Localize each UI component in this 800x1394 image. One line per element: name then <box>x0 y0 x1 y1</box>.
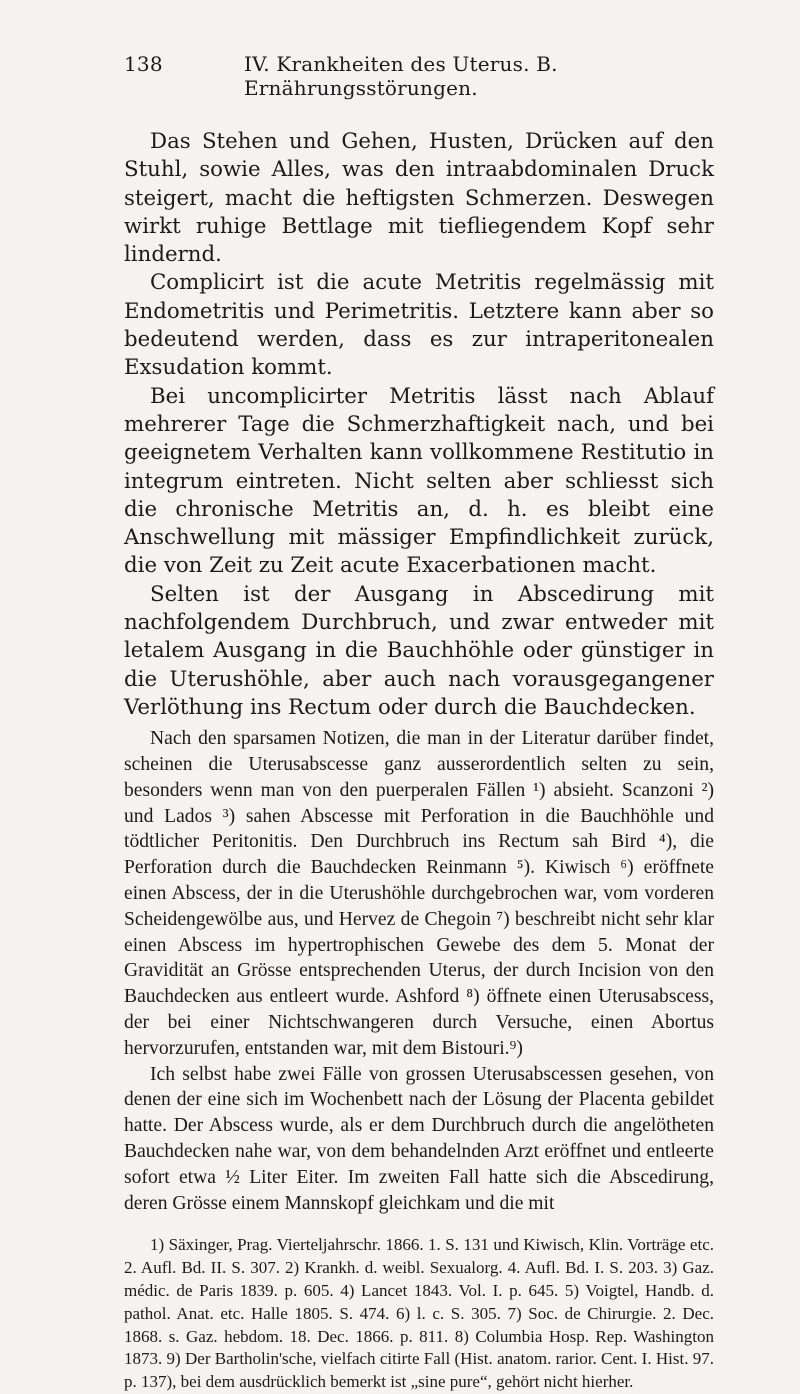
page-number: 138 <box>124 52 163 76</box>
paragraph: Bei uncomplicirter Metritis lässt nach Ablauf mehrerer Tage die Schmerzhaftigkeit nach, und bei geeignetem Verhalten kann vollkommene Restitutio in integrum eintreten. Nicht selten aber schliesst sich die chronische Metritis an, d. h. es bleibt eine Anschwellung mit mässiger Empfindlichkeit zurück, die von Zeit zu Zeit acute Exacerbationen macht. <box>124 383 714 579</box>
small-paragraph: Nach den sparsamen Notizen, die man in der Literatur darüber findet, scheinen die Uterusabscesse ganz ausserordentlich selten zu sein, besonders wenn man von den puerperalen Fällen ¹) absieht. Scanzoni ²) und Lados ³) sahen Abscesse mit Perforation in die Bauchhöhle und tödtlicher Peritonitis. Den Durchbruch ins Rectum sah Bird ⁴), die Perforation durch die Bauchdecken Reinmann ⁵). Kiwisch ⁶) eröffnete einen Abscess, der in die Uterushöhle durchgebrochen war, vom vorderen Scheidengewölbe aus, und Hervez de Chegoin ⁷) beschreibt nicht sehr klar einen Abscess im hypertrophischen Gewebe des dem 5. Monat der Gravidität an Grösse entsprechenden Uterus, der durch Incision von den Bauchdecken aus entleert wurde. Ashford ⁸) öffnete einen Uterusabscess, der bei einer Nichtschwangeren durch Versuche, einen Abortus hervorzurufen, entstanden war, mit dem Bistouri.⁹) <box>124 728 714 1059</box>
running-header <box>124 52 714 100</box>
small-print-text <box>124 726 714 1216</box>
paragraph: Das Stehen und Gehen, Husten, Drücken auf den Stuhl, sowie Alles, was den intraabdominalen Druck steigert, macht die heftigsten Schmerzen. Deswegen wirkt ruhige Bettlage mit tiefliegendem Kopf sehr lindernd. <box>124 129 714 268</box>
footnotes <box>124 1234 714 1394</box>
paragraph: Complicirt ist die acute Metritis regelmässig mit Endometritis und Perimetritis. Letztere kann aber so bedeutend werden, dass es zur intraperitonealen Exsudation kommt. <box>124 270 714 381</box>
small-paragraph: Ich selbst habe zwei Fälle von grossen Uterusabscessen gesehen, von denen der eine sich im Wochenbett nach der Lösung der Placenta gebildet hatte. Der Abscess wurde, als er dem Durchbruch durch die angelötheten Bauchdecken nahe war, von dem behandelnden Arzt eröffnet und entleerte sofort etwa ½ Liter Eiter. Im zweiten Fall hatte sich die Abscedirung, deren Grösse einem Mannskopf gleichkam und die mit <box>124 1063 714 1214</box>
footnote-block: 1) Säxinger, Prag. Vierteljahrschr. 1866. 1. S. 131 und Kiwisch, Klin. Vorträge etc. 2. Aufl. Bd. II. S. 307. 2) Krankh. d. weibl. Sexualorg. 4. Aufl. Bd. I. S. 203. 3) Gaz. médic. de Paris 1839. p. 605. 4) Lancet 1843. Vol. I. p. 645. 5) Voigtel, Handb. d. pathol. Anat. etc. Halle 1805. S. 474. 6) l. c. S. 305. 7) Soc. de Chirurgie. 2. Dec. 1868. s. Gaz. hebdom. 18. Dec. 1866. p. 811. 8) Columbia Hosp. Rep. Washington 1873. 9) Der Bartholin'sche, vielfach citirte Fall (Hist. anatom. rarior. Cent. I. Hist. 97. p. 137), bei dem ausdrücklich bemerkt ist „sine pure“, gehört nicht hierher. <box>124 1235 714 1392</box>
main-text <box>124 128 714 722</box>
running-title: IV. Krankheiten des Uterus. B. Ernährungsstörungen. <box>244 52 558 100</box>
paragraph: Selten ist der Ausgang in Abscedirung mit nachfolgendem Durchbruch, und zwar entweder mit letalem Ausgang in die Bauchhöhle oder günstiger in die Uterushöhle, aber auch nach vorausgegangener Verlöthung ins Rectum oder durch die Bauchdecken. <box>124 581 714 720</box>
